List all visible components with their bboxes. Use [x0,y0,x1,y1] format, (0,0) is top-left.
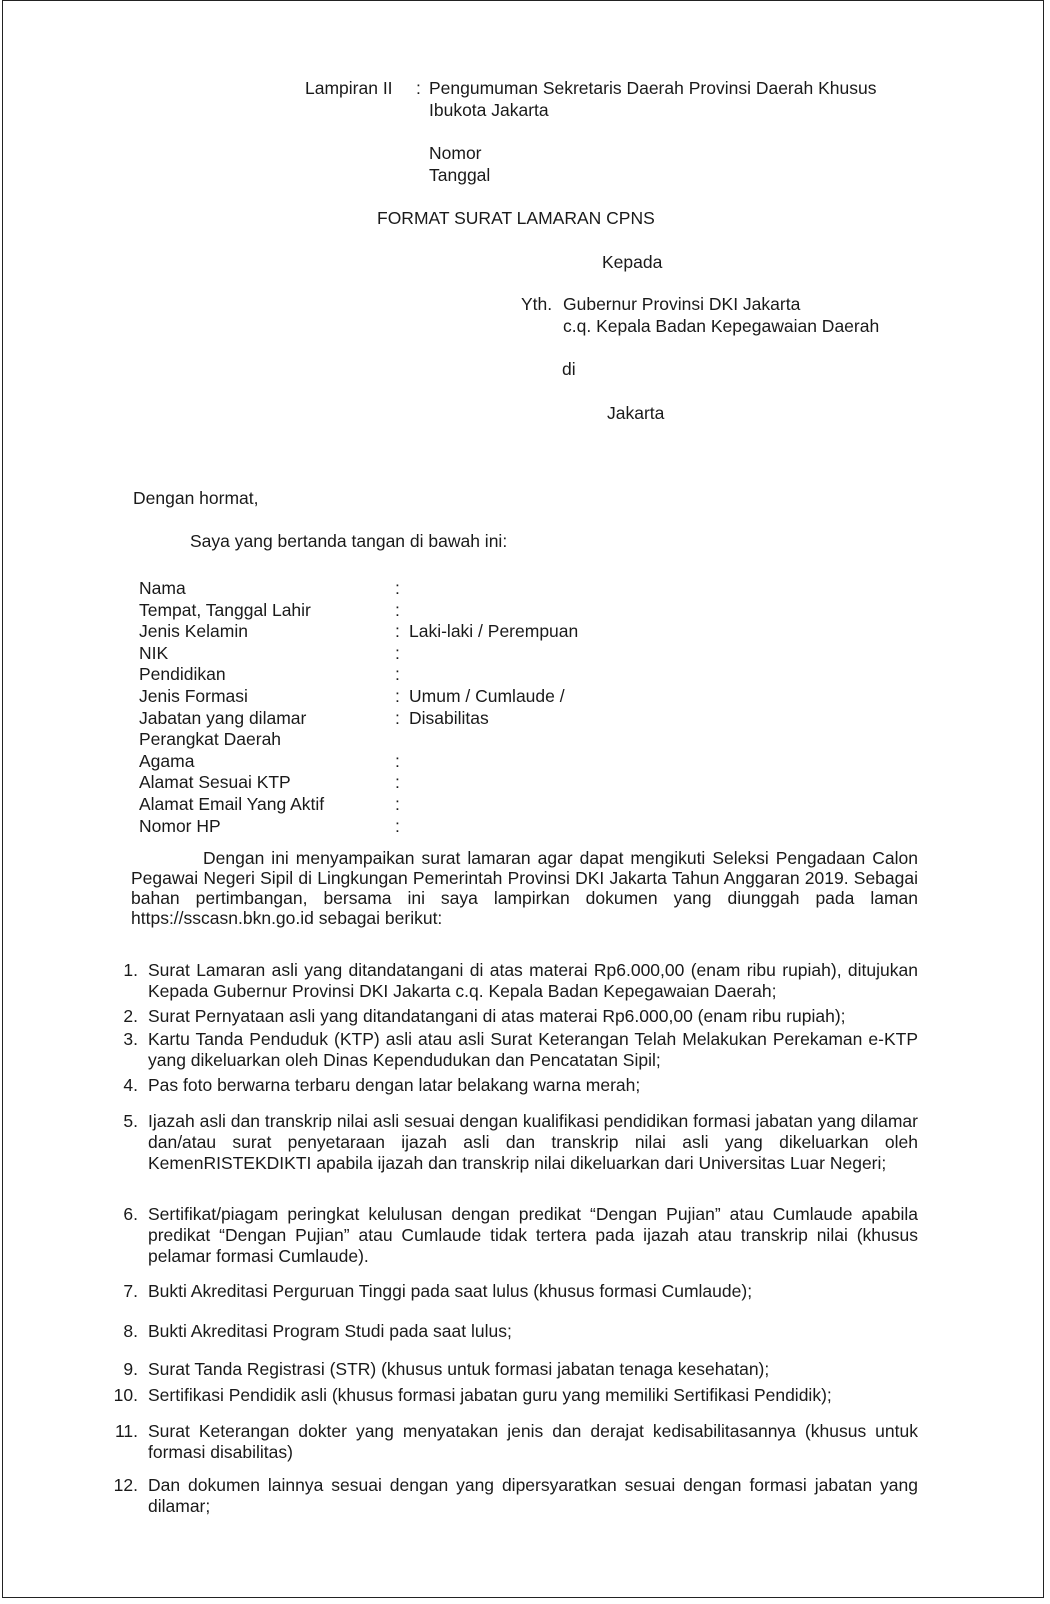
field-row [139,643,639,665]
field-colon: : [395,642,400,663]
list-item-number: 2. [123,1006,138,1026]
list-item-text: Ijazah asli dan transkrip nilai asli sesuai dengan kualifikasi pendidikan formasi jabatan yang dilamar dan/atau surat penyetaraan ijazah asli dan transkrip nilai asli yang dikeluarkan oleh KemenRISTEKDIKTI apabila ijazah dan transkrip nilai dikeluarkan dari Universitas Luar Negeri; [148,1111,918,1173]
applicant-fields [139,578,639,837]
attachment-label: Lampiran II [305,78,393,98]
list-item-number: 4. [123,1075,138,1095]
body-paragraph: Dengan ini menyampaikan surat lamaran agar dapat mengikuti Seleksi Pengadaan Calon Pegawai Negeri Sipil di Lingkungan Pemerintah Provinsi DKI Jakarta Tahun Anggaran 2019. Sebagai bahan pertimbangan, bersama ini saya lampirkan dokumen yang diunggah pada laman https://sscasn.bkn.go.id sebagai berikut: [131,848,918,928]
list-item-number: 11. [114,1421,138,1441]
field-colon: : [395,772,400,793]
list-item-number: 9. [123,1359,138,1379]
field-value: Laki-laki / Perempuan [409,621,579,642]
kepada-label: Kepada [602,252,663,272]
attachment-colon: : [416,78,421,98]
list-item-number: 6. [123,1204,138,1224]
field-colon: : [395,793,400,814]
field-colon: : [395,750,400,771]
list-item-number: 1. [123,960,138,980]
field-row [139,621,639,643]
field-colon: : [395,664,400,685]
field-label: Tempat, Tanggal Lahir [139,599,311,620]
list-item-text: Surat Lamaran asli yang ditandatangani di atas materai Rp6.000,00 (enam ribu rupiah), ditujukan Kepada Gubernur Provinsi DKI Jakarta c.q. Kepala Badan Kepegawaian Daerah; [148,960,918,1001]
field-colon: : [395,685,400,706]
field-row [139,578,639,600]
field-label: Jenis Kelamin [139,621,248,642]
list-item-number: 10. [113,1385,138,1405]
list-item-number: 3. [123,1029,138,1049]
field-colon: : [395,578,400,598]
attachment-title-line2: Ibukota Jakarta [429,100,549,120]
field-row [139,794,639,816]
list-item-text: Dan dokumen lainnya sesuai dengan yang dipersyaratkan sesuai dengan formasi jabatan yang dilamar; [148,1475,918,1516]
field-row [139,729,639,751]
field-colon: : [395,621,400,642]
list-item-text: Kartu Tanda Penduduk (KTP) asli atau asli Surat Keterangan Telah Melakukan Perekaman e-KTP yang dikeluarkan oleh Dinas Kependudukan dan Pencatatan Sipil; [148,1029,918,1070]
tanggal-label: Tanggal [429,165,491,185]
document-title: FORMAT SURAT LAMARAN CPNS [377,208,655,228]
field-colon: : [395,599,400,620]
list-item-text: Sertifikat/piagam peringkat kelulusan dengan predikat “Dengan Pujian” atau Cumlaude apabila predikat “Dengan Pujian” atau Cumlaude tidak tertera pada ijazah atau transkrip nilai (khusus pelamar formasi Cumlaude). [148,1204,918,1266]
list-item-number: 12. [113,1475,138,1495]
field-label: Agama [139,750,195,771]
list-item-text: Bukti Akreditasi Program Studi pada saat lulus; [148,1321,512,1341]
field-row [139,664,639,686]
field-label: Perangkat Daerah [139,729,282,750]
field-label: Jabatan yang dilamar [139,707,307,728]
recipient-line2: c.q. Kepala Badan Kepegawaian Daerah [563,316,880,336]
list-item-text: Pas foto berwarna terbaru dengan latar belakang warna merah; [148,1075,641,1095]
list-item-number: 8. [123,1321,138,1341]
field-label: Alamat Sesuai KTP [139,772,291,793]
field-row [139,772,639,794]
list-item-text: Sertifikasi Pendidik asli (khusus formasi jabatan guru yang memiliki Sertifikasi Pendidik); [148,1385,832,1405]
field-label: Jenis Formasi [139,685,248,706]
field-row [139,816,639,838]
field-label: Pendidikan [139,664,226,685]
field-label: Nomor HP [139,815,221,836]
field-row [139,751,639,773]
di-label: di [562,359,576,379]
intro-sentence: Saya yang bertanda tangan di bawah ini: [190,531,508,551]
attachment-title-line1: Pengumuman Sekretaris Daerah Provinsi Daerah Khusus [429,78,877,98]
field-row [139,708,639,730]
field-colon: : [395,815,400,836]
list-item-text: Surat Keterangan dokter yang menyatakan jenis dan derajat kedisabilitasannya (khusus untuk formasi disabilitas) [148,1421,918,1462]
field-label: NIK [139,642,169,663]
field-label: Alamat Email Yang Aktif [139,793,325,814]
recipient-line1: Gubernur Provinsi DKI Jakarta [563,294,801,314]
list-item-text: Bukti Akreditasi Perguruan Tinggi pada saat lulus (khusus formasi Cumlaude); [148,1281,753,1301]
recipient-city: Jakarta [607,403,665,423]
field-colon: : [395,707,400,728]
list-item-number: 5. [123,1111,138,1131]
list-item-text: Surat Tanda Registrasi (STR) (khusus untuk formasi jabatan tenaga kesehatan); [148,1359,770,1379]
list-item-text: Surat Pernyataan asli yang ditandatangani di atas materai Rp6.000,00 (enam ribu rupiah); [148,1006,846,1026]
yth-label: Yth. [521,294,553,314]
greeting: Dengan hormat, [133,488,259,508]
nomor-label: Nomor [429,143,482,163]
field-row [139,600,639,622]
field-value: Umum / Cumlaude / Disabilitas [409,685,565,728]
field-label: Nama [139,578,186,598]
list-item-number: 7. [123,1281,138,1301]
